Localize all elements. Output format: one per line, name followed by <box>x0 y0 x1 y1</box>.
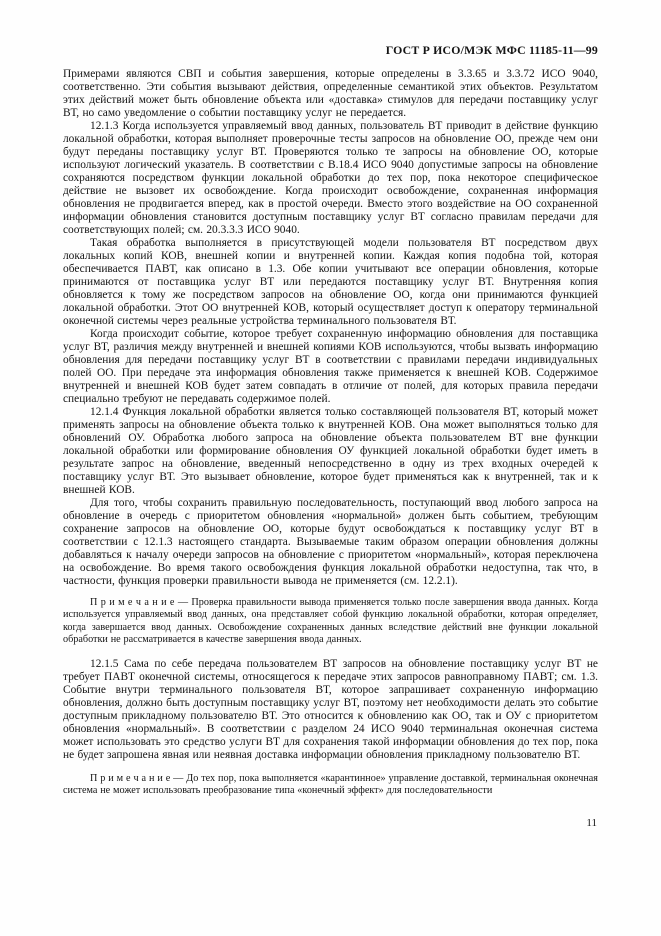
page-content <box>63 44 598 797</box>
standard-designation: ГОСТ Р ИСО/МЭК МФС 11185-11—99 <box>385 43 598 57</box>
body-paragraph-12-1-5: 12.1.5 Сама по себе передача пользователем ВТ запросов на обновление поставщику услуг ВТ не требует ПАВТ оконечной системы, относящегося к передаче этих запросов равноправному ПАВТ; см. 1.3. Событие внутри терминального пользователя ВТ, которое запрашивает сохраненную информацию обновления, должно быть доступным поставщику услуг ВТ, поэтому нет необходимости делать это событие доступным прикладному пользователю ВТ. Это относится к обновлению как ОО, так и ОУ с приоритетом обновления «нормальный». В соответствии с разделом 24 ИСО 9040 терминальная оконечная система может использовать это средство услуги ВТ для сохранения такой информации обновления до тех пор, пока не будет запрошена явная или неявная доставка информации обновления прикладному пользователю ВТ. <box>63 657 598 761</box>
body-paragraph: Когда происходит событие, которое требует сохраненную информацию обновления для поставщика услуг ВТ, различия между внутренней и внешней копиями КОВ используются, чтобы вызвать информацию обновления для передачи поставщику услуг ВТ в соответствии с правилами передачи индивидуальных полей ОО. При передаче эта информация обновления также применяется к внешней КОВ. Содержимое внутренней и внешней КОВ будет затем совпадать в отличие от полей, для которых правила передачи специально требуют не передавать содержимое полей. <box>63 328 598 405</box>
page-number: 11 <box>586 817 597 829</box>
body-paragraph: Для того, чтобы сохранить правильную последовательность, поступающий ввод любого запроса на обновление в очередь с приоритетом обновления «нормальной» должен быть событием, требующим сохранение запросов на обновление ОО, которые будут освобождаться к поставщику услуг ВТ в соответствии с 12.1.3 настоящего стандарта. Вызываемые таким образом операции обновления должны добавляться к началу очереди запросов на обновление с приоритетом «нормальный», которая переключена на освобождение. Во время такого освобождения функция локальной обработки недоступна, так что, в частности, функция проверки правильности вывода не применяется (см. 12.2.1). <box>63 497 598 587</box>
body-paragraph: Примерами являются СВП и события завершения, которые определены в 3.3.65 и 3.3.72 ИСО 9040, соответственно. Эти события вызывают действия, определенные семантикой этих объектов. Результатом этих действий может быть обновление объекта или «доставка» стимулов для передачи поставщику услуг ВТ, но само уведомление о событии поставщику услуг не передается. <box>63 68 598 119</box>
body-paragraph: Такая обработка выполняется в присутствующей модели пользователя ВТ посредством двух локальных копий КОВ, внешней копии и внутренней копии. Каждая копия подобна той, которая обеспечивается ПАВТ, как описано в 1.3. Обе копии учитывают все операции обновления, которые принимаются от поставщика услуг ВТ или передаются поставщику услуг ВТ. Внутренняя копия обновляется к тому же посредством запросов на обновление ОО, когда они принимаются функцией локальной обработки. Этот ОО внутренней КОВ, который осуществляет доступ к оператору терминальной оконечной системы через реальные устройства терминального пользователя ВТ. <box>63 237 598 327</box>
body-paragraph-12-1-3: 12.1.3 Когда используется управляемый ввод данных, пользователь ВТ приводит в действие функцию локальной обработки, которая выполняет проверочные тесты запросов на обновление ОО, прежде чем они будут переданы поставщику услуг ВТ. Проверяются только те запросы на обновление ОО, которые используют логический указатель. В соответствии с В.18.4 ИСО 9040 допустимые запросы на обновление сохраняются посредством функции локальной обработки до тех пор, пока некоторое специфическое действие не вызовет их освобождение. Когда происходит освобождение, сохраненная информация обновления не продвигается вперед, как в простой очереди. Вместо этого воздействие на ОО сохраненной информации обновления становится доступным поставщику услуг ВТ согласно правилам передачи для соответствующих полей; см. 20.3.3.3 ИСО 9040. <box>63 120 598 236</box>
note-paragraph: П р и м е ч а н и е — До тех пор, пока выполняется «карантинное» управление доставкой, терминальная оконечная система не может использовать преобразование типа «конечный эффект» для последовательности <box>63 772 598 797</box>
body-paragraph-12-1-4: 12.1.4 Функция локальной обработки является только составляющей пользователя ВТ, который может применять запросы на обновление объекта только к внутренней КОВ. Она может выполняться только для обновлений ОУ. Обработка любого запроса на обновление объекта пользователем ВТ вне функции локальной обработки или формирование обновления ОУ функцией локальной обработки будет иметь в результате запрос на обновление, введенный непосредственно в одну из трех входных очередей к поставщику услуг ВТ. Это вызывает обновление, которое будет применяться как к внутренней, так и к внешней КОВ. <box>63 406 598 496</box>
body-text <box>63 68 598 797</box>
note-paragraph: П р и м е ч а н и е — Проверка правильности вывода применяется только после завершения ввода данных. Когда используется управляемый ввод данных, она представляет собой функцию локальной обработки, которая определяет, когда завершается ввод данных. Освобождение сохраненных данных вследствие действий вне функции локальной обработки не рассматривается в качестве завершения ввода данных. <box>63 597 598 646</box>
